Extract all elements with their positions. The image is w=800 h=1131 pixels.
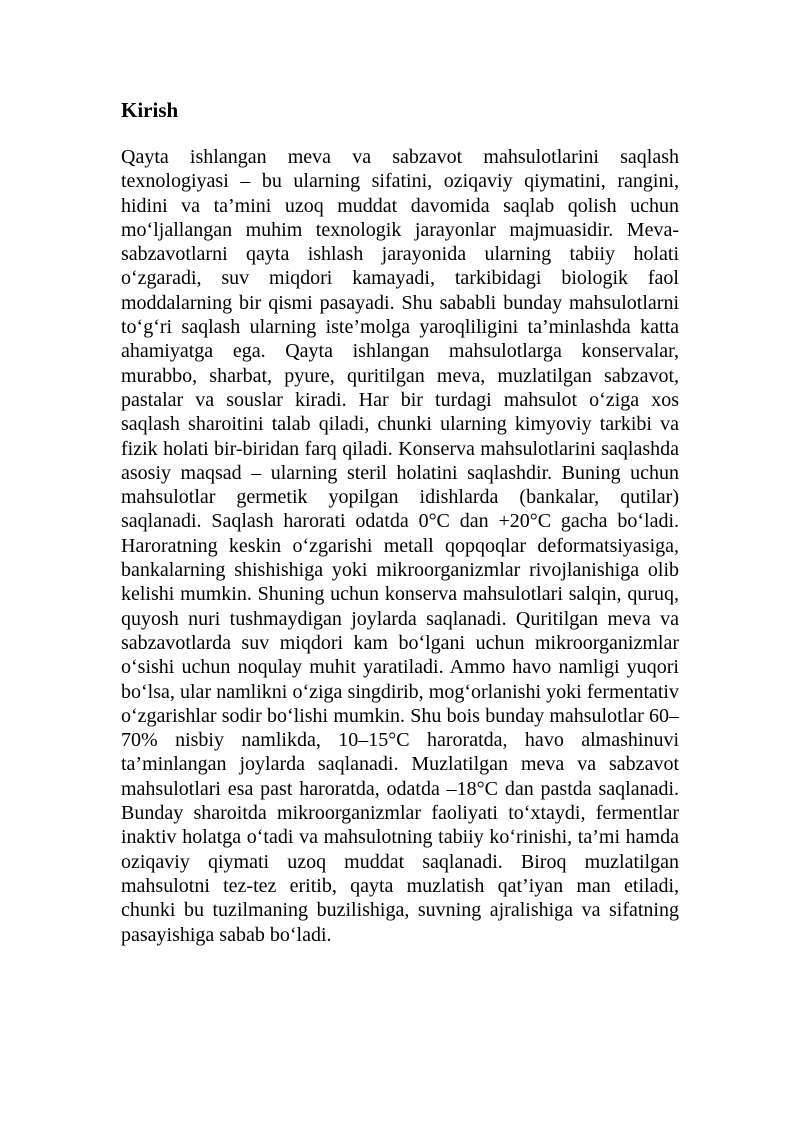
section-heading: Kirish (121, 98, 179, 122)
document-content (121, 96, 679, 947)
body-paragraph: Qayta ishlangan meva va sabzavot mahsulotlarini saqlash texnologiyasi – bu ularning sifatini, oziqaviy qiymatini, rangini, hidini va ta’mini uzoq muddat davomida saqlab qolish uchun mo‘ljallangan muhim texnologik jarayonlar majmuasidir. Meva-sabzavotlarni qayta ishlash jarayonida ularning tabiiy holati o‘zgaradi, suv miqdori kamayadi, tarkibidagi biologik faol moddalarning bir qismi pasayadi. Shu sababli bunday mahsulotlarni to‘g‘ri saqlash ularning iste’molga yaroqliligini ta’minlashda katta ahamiyatga ega. Qayta ishlangan mahsulotlarga konservalar, murabbo, sharbat, pyure, quritilgan meva, muzlatilgan sabzavot, pastalar va souslar kiradi. Har bir turdagi mahsulot o‘ziga xos saqlash sharoitini talab qiladi, chunki ularning kimyoviy tarkibi va fizik holati bir-biridan farq qiladi. Konserva mahsulotlarini saqlashda asosiy maqsad – ularning steril holatini saqlashdir. Buning uchun mahsulotlar germetik yopilgan idishlarda (bankalar, qutilar) saqlanadi. Saqlash harorati odatda 0°C dan +20°C gacha bo‘ladi. Haroratning keskin o‘zgarishi metall qopqoqlar deformatsiyasiga, bankalarning shishishiga yoki mikroorganizmlar rivojlanishiga olib kelishi mumkin. Shuning uchun konserva mahsulotlari salqin, quruq, quyosh nuri tushmaydigan joylarda saqlanadi. Quritilgan meva va sabzavotlarda suv miqdori kam bo‘lgani uchun mikroorganizmlar o‘sishi uchun noqulay muhit yaratiladi. Ammo havo namligi yuqori bo‘lsa, ular namlikni o‘ziga singdirib, mog‘orlanishi yoki fermentativ o‘zgarishlar sodir bo‘lishi mumkin. Shu bois bunday mahsulotlar 60–70% nisbiy namlikda, 10–15°C haroratda, havo almashinuvi ta’minlangan joylarda saqlanadi. Muzlatilgan meva va sabzavot mahsulotlari esa past haroratda, odatda –18°C dan pastda saqlanadi. Bunday sharoitda mikroorganizmlar faoliyati to‘xtaydi, fermentlar inaktiv holatga o‘tadi va mahsulotning tabiiy ko‘rinishi, ta’mi hamda oziqaviy qiymati uzoq muddat saqlanadi. Biroq muzlatilgan mahsulotni tez-tez eritib, qayta muzlatish qat’iyan man etiladi, chunki bu tuzilmaning buzilishiga, suvning ajralishiga va sifatning pasayishiga sabab bo‘ladi. (121, 146, 679, 946)
